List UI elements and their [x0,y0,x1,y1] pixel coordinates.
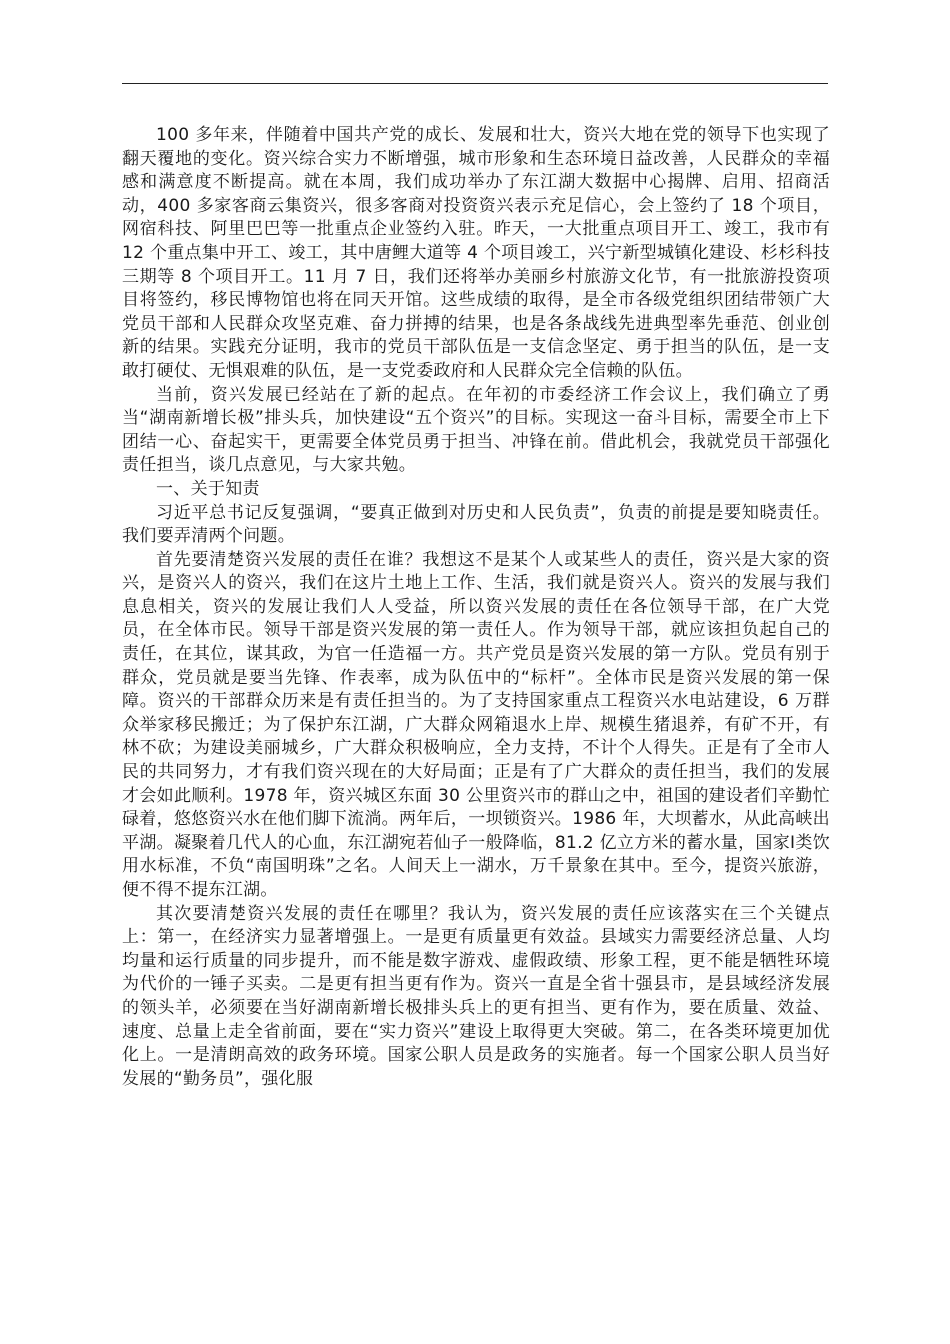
section-heading: 一、关于知责 [156,478,260,499]
paragraph-responsibility: 习近平总书记反复强调，“要真正做到对历史和人民负责”，负责的前提是要知晓责任。我们要弄清两个问题。 [122,502,830,547]
paragraph-intro: 100 多年来，伴随着中国共产党的成长、发展和壮大，资兴大地在党的领导下也实现了翻天覆地的变化。资兴综合实力不断增强，城市形象和生态环境日益改善，人民群众的幸福感和满意度不断提高。就在本周，我们成功举办了东江湖大数据中心揭牌、启用、招商活动，400 多家客商云集资兴，很多客商对投资资兴表示充足信心，会上签约了 18 个项目，网宿科技、阿里巴巴等一批重点企业签约入驻。昨天，一大批重点项目开工、竣工，我市有 12 个重点集中开工、竣工，其中唐鲤大道等 4 个项目竣工，兴宁新型城镇化建设、杉杉科技三期等 8 个项目开工。11 月 7 日，我们还将举办美丽乡村旅游文化节，有一批旅游投资项目将签约，移民博物馆也将在同天开馆。这些成绩的取得，是全市各级党组织团结带领广大党员干部和人民群众攻坚克难、奋力拼搏的结果，也是各条战线先进典型率先垂范、创业创新的结果。实践充分证明，我市的党员干部队伍是一支信念坚定、勇于担当的队伍，是一支敢打硬仗、无惧艰难的队伍，是一支党委政府和人民群众完全信赖的队伍。 [122,125,830,381]
header-rule [122,83,828,84]
paragraph-current: 当前，资兴发展已经站在了新的起点。在年初的市委经济工作会议上，我们确立了勇当“湖南新增长极”排头兵，加快建设“五个资兴”的目标。实现这一奋斗目标，需要全市上下团结一心、奋起实干，更需要全体党员勇于担当、冲锋在前。借此机会，我就党员干部强化责任担当，谈几点意见，与大家共勉。 [122,384,830,476]
paragraph-where: 其次要清楚资兴发展的责任在哪里？我认为，资兴发展的责任应该落实在三个关键点上：第一，在经济实力显著增强上。一是更有质量更有效益。县域实力需要经济总量、人均均量和运行质量的同步提升，而不能是数字游戏、虚假政绩、形象工程，更不能是牺牲环境为代价的一锤子买卖。二是更有担当更有作为。资兴一直是全省十强县市，是县域经济发展的领头羊，必须要在当好湖南新增长极排头兵上的更有担当、更有作为，要在质量、效益、速度、总量上走全省前面，要在“实力资兴”建设上取得更大突破。第二，在各类环境更加优化上。一是清朗高效的政务环境。国家公职人员是政务的实施者。每一个国家公职人员当好发展的“勤务员”，强化服 [122,903,830,1089]
paragraph-who: 首先要清楚资兴发展的责任在谁？我想这不是某个人或某些人的责任，资兴是大家的资兴，是资兴人的资兴，我们在这片土地上工作、生活，我们就是资兴人。资兴的发展与我们息息相关，资兴的发展让我们人人受益，所以资兴发展的责任在各位领导干部，在广大党员，在全体市民。领导干部是资兴发展的第一责任人。作为领导干部，就应该担负起自己的责任，在其位，谋其政，为官一任造福一方。共产党员是资兴发展的第一方队。党员有别于群众，党员就是要当先锋、作表率，成为队伍中的“标杆”。全体市民是资兴发展的第一保障。资兴的干部群众历来是有责任担当的。为了支持国家重点工程资兴水电站建设，6 万群众举家移民搬迁；为了保护东江湖，广大群众网箱退水上岸、规模生猪退养，有矿不开，有林不砍；为建设美丽城乡，广大群众积极响应，全力支持，不计个人得失。正是有了全市人民的共同努力，才有我们资兴现在的大好局面；正是有了广大群众的责任担当，我们的发展才会如此顺利。1978 年，资兴城区东面 30 公里资兴市的群山之中，祖国的建设者们辛勤忙碌着，悠悠资兴水在他们脚下流淌。两年后，一坝锁资兴。1986 年，大坝蓄水，从此高峡出平湖。凝聚着几代人的心血，东江湖宛若仙子一般降临，81.2 亿立方米的蓄水量，国家Ⅰ类饮用水标准，不负“南国明珠”之名。人间天上一湖水，万千景象在其中。至今，提资兴旅游，便不得不提东江湖。 [122,549,830,900]
document-body [122,124,830,1091]
